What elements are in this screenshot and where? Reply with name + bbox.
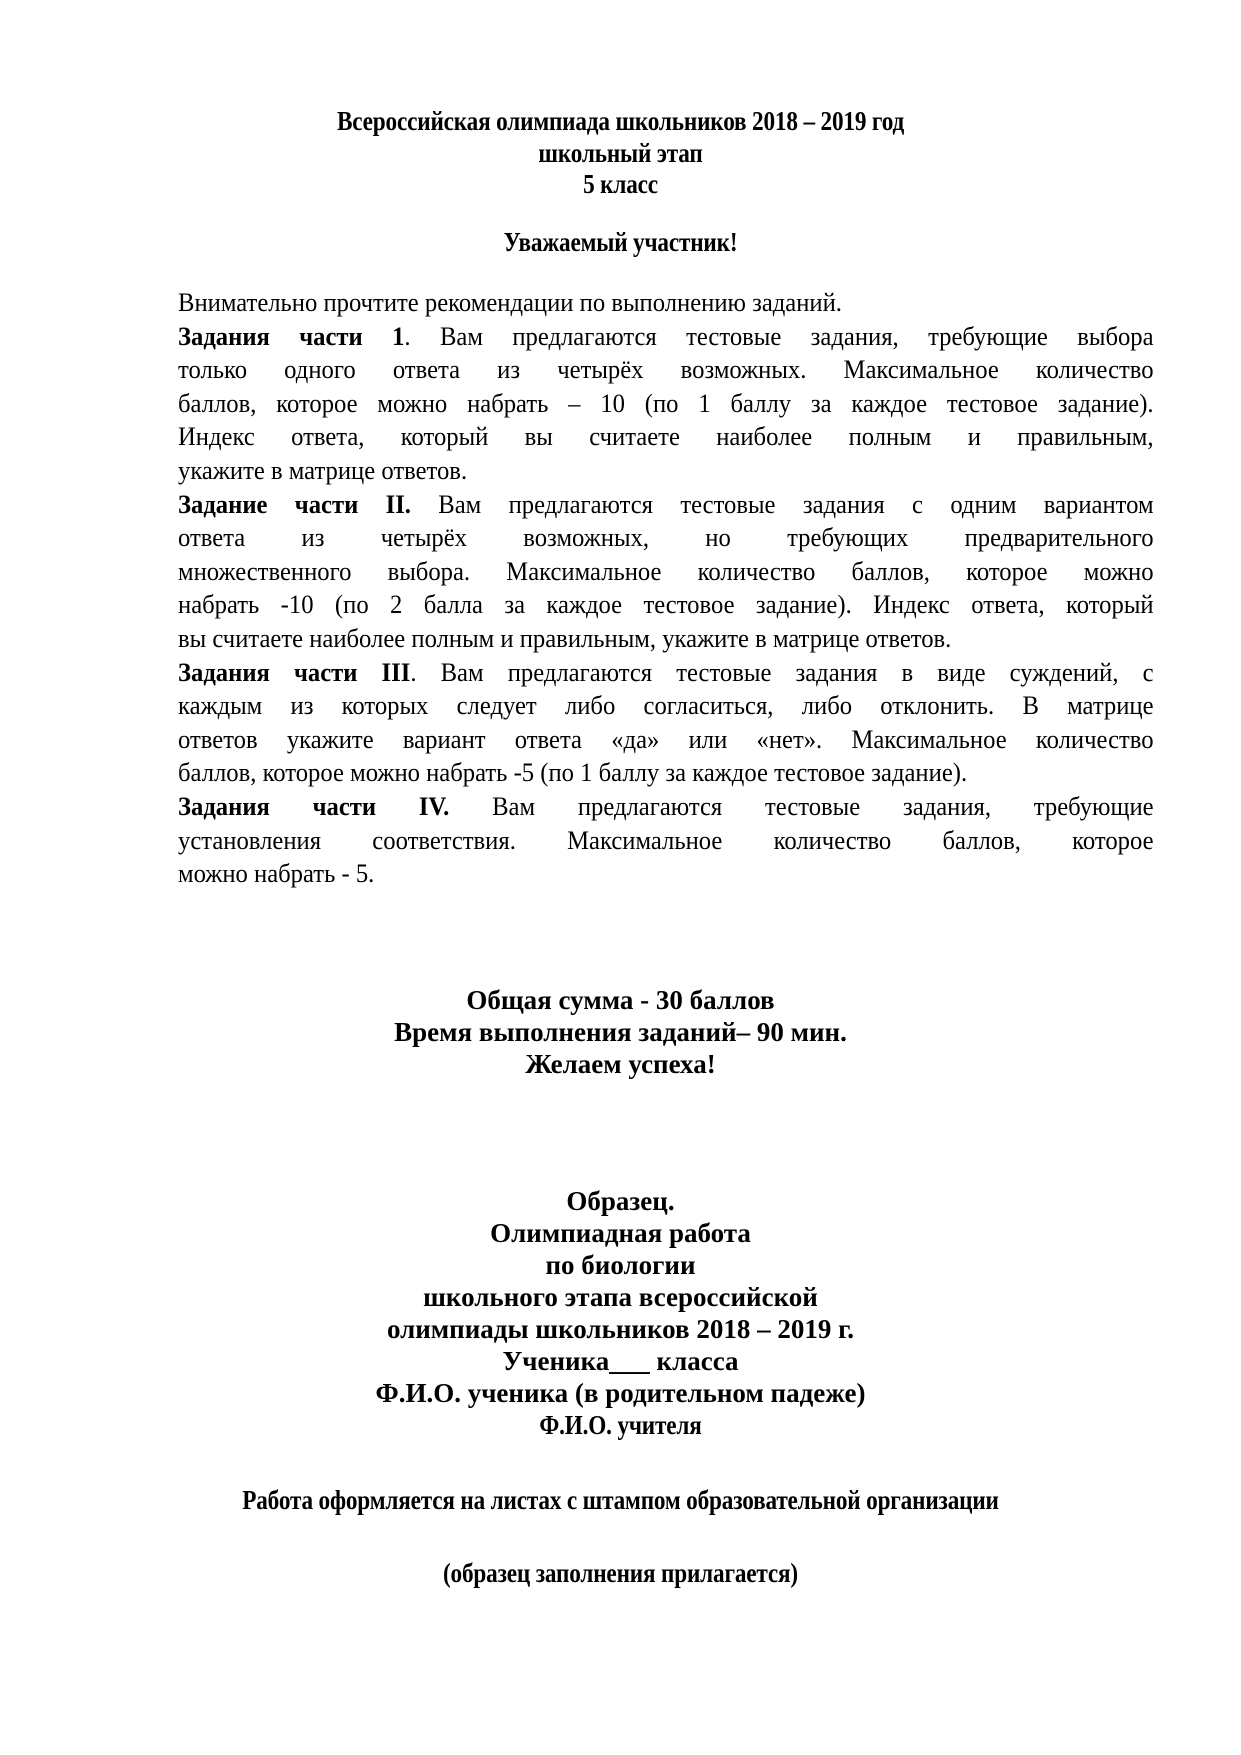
teacher-name-line: Ф.И.О. учителя xyxy=(539,1410,702,1440)
header-title: Всероссийская олимпиада школьников 2018 – 2019 год xyxy=(336,106,905,136)
stamp-note: Работа оформляется на листах с штампом образовательной организации xyxy=(242,1485,999,1515)
part-1-text: Индекс ответа, который вы считаете наиболее полным и правильным, xyxy=(178,421,1154,452)
part-1-text: укажите в матрице ответов. xyxy=(178,454,468,485)
part-2-title: Задание части II. xyxy=(178,488,411,519)
part-3-text: каждым из которых следует либо согласиться, либо отклонить. В матрице xyxy=(178,690,1154,721)
sample-line: Ученика___ класса xyxy=(502,1346,739,1376)
part-2-text: вы считаете наиболее полным и правильным, укажите в матрице ответов. xyxy=(178,622,952,653)
sample-line: Олимпиадная работа xyxy=(490,1218,751,1248)
header-grade: 5 класс xyxy=(583,169,658,199)
time-limit: Время выполнения заданий– 90 мин. xyxy=(394,1017,847,1047)
greeting-heading: Уважаемый участник! xyxy=(503,227,738,257)
part-4-title: Задания части IV. xyxy=(178,790,450,821)
instructions-block xyxy=(178,286,1154,891)
part-2-text: Вам предлагаются тестовые задания с одним вариантом xyxy=(410,488,1154,519)
sample-line: олимпиады школьников 2018 – 2019 г. xyxy=(386,1314,855,1344)
part-1-instructions xyxy=(178,320,1154,488)
total-score: Общая сумма - 30 баллов xyxy=(466,985,775,1015)
part-2-text: ответа из четырёх возможных, но требующих предварительного xyxy=(178,522,1154,553)
sample-line: школьного этапа всероссийской xyxy=(423,1282,818,1312)
intro-line: Внимательно прочтите рекомендации по выполнению заданий. xyxy=(178,287,842,317)
header-stage: школьный этап xyxy=(538,138,703,168)
part-2-text: множественного выбора. Максимальное количество баллов, которое можно xyxy=(178,555,1154,586)
part-2-text: набрать -10 (по 2 балла за каждое тестовое задание). Индекс ответа, который xyxy=(178,589,1154,620)
sample-note: (образец заполнения прилагается) xyxy=(442,1558,799,1588)
part-1-text: только одного ответа из четырёх возможных. Максимальное количество xyxy=(178,354,1154,385)
part-1-title: Задания части 1 xyxy=(178,320,405,351)
part-3-instructions xyxy=(178,656,1154,790)
sample-line: Образец. xyxy=(566,1186,675,1216)
part-3-text: ответов укажите вариант ответа «да» или «нет». Максимальное количество xyxy=(178,723,1154,754)
part-2-instructions xyxy=(178,488,1154,656)
part-4-instructions xyxy=(178,790,1154,891)
part-4-text: можно набрать - 5. xyxy=(178,858,375,889)
part-1-text: . Вам предлагаются тестовые задания, требующие выбора xyxy=(404,320,1154,351)
part-3-title: Задания части III xyxy=(178,656,411,687)
sample-line: по биологии xyxy=(545,1250,696,1280)
part-4-text: Вам предлагаются тестовые задания, требующие xyxy=(449,790,1154,821)
part-4-text: установления соответствия. Максимальное количество баллов, которое xyxy=(178,824,1154,855)
sample-line: Ф.И.О. ученика (в родительном падеже) xyxy=(375,1378,866,1408)
part-3-text: . Вам предлагаются тестовые задания в виде суждений, с xyxy=(410,656,1154,687)
part-3-text: баллов, которое можно набрать -5 (по 1 баллу за каждое тестовое задание). xyxy=(178,757,968,788)
part-1-text: баллов, которое можно набрать – 10 (по 1 баллу за каждое тестовое задание). xyxy=(178,387,1154,418)
good-luck: Желаем успеха! xyxy=(525,1049,716,1079)
